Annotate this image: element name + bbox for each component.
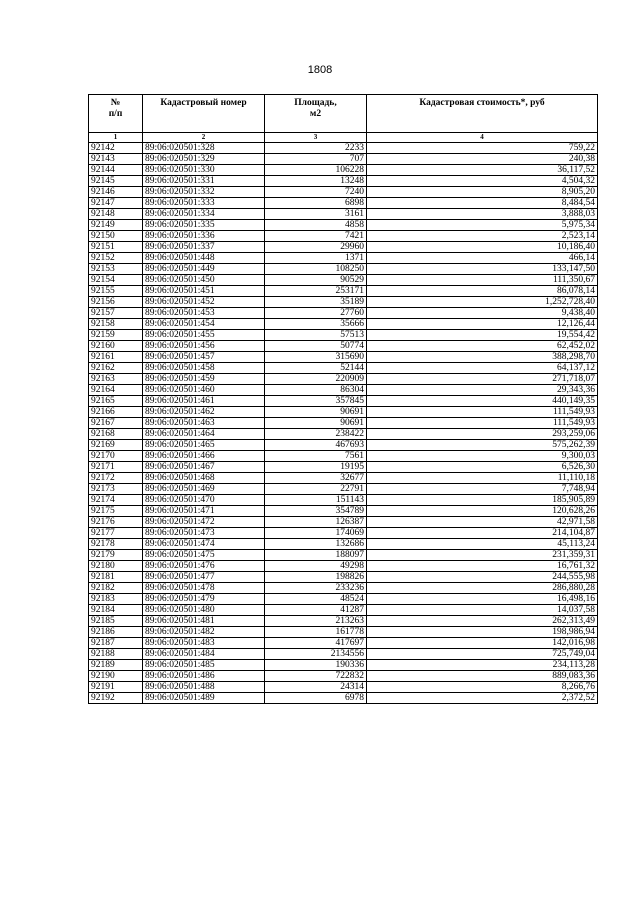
table-body <box>89 143 598 704</box>
row-number-cell: 92163 <box>89 374 143 385</box>
page-number: 1808 <box>307 64 333 76</box>
table-row <box>89 693 598 704</box>
table-row <box>89 638 598 649</box>
area-cell: 90529 <box>265 275 367 286</box>
area-cell: 354789 <box>265 506 367 517</box>
cadastral-cost-cell: 1,252,728,40 <box>367 297 598 308</box>
table-row <box>89 374 598 385</box>
cadastral-number-cell: 89:06:020501:453 <box>143 308 265 319</box>
cadastral-cost-cell: 725,749,04 <box>367 649 598 660</box>
table-row <box>89 176 598 187</box>
row-number-cell: 92182 <box>89 583 143 594</box>
row-number-cell: 92143 <box>89 154 143 165</box>
area-cell: 220909 <box>265 374 367 385</box>
cadastral-number-cell: 89:06:020501:485 <box>143 660 265 671</box>
cadastral-cost-cell: 11,110,18 <box>367 473 598 484</box>
cadastral-number-cell: 89:06:020501:481 <box>143 616 265 627</box>
cadastral-cost-cell: 42,971,58 <box>367 517 598 528</box>
cadastral-number-cell: 89:06:020501:472 <box>143 517 265 528</box>
cadastral-number-cell: 89:06:020501:489 <box>143 693 265 704</box>
cadastral-number-cell: 89:06:020501:488 <box>143 682 265 693</box>
row-number-cell: 92186 <box>89 627 143 638</box>
cadastral-number-cell: 89:06:020501:471 <box>143 506 265 517</box>
table-row <box>89 682 598 693</box>
cadastral-number-cell: 89:06:020501:475 <box>143 550 265 561</box>
table-row <box>89 286 598 297</box>
table-row <box>89 506 598 517</box>
area-cell: 35666 <box>265 319 367 330</box>
row-number-cell: 92181 <box>89 572 143 583</box>
table-row <box>89 539 598 550</box>
row-number-cell: 92174 <box>89 495 143 506</box>
cadastral-number-cell: 89:06:020501:331 <box>143 176 265 187</box>
row-number-cell: 92187 <box>89 638 143 649</box>
header-row-number-line1: № <box>110 98 121 108</box>
cadastral-cost-cell: 133,147,50 <box>367 264 598 275</box>
area-cell: 19195 <box>265 462 367 473</box>
cadastral-number-cell: 89:06:020501:461 <box>143 396 265 407</box>
cadastral-number-cell: 89:06:020501:456 <box>143 341 265 352</box>
table-row <box>89 583 598 594</box>
header-row-number <box>89 95 143 133</box>
table-row <box>89 561 598 572</box>
cadastral-cost-cell: 8,484,54 <box>367 198 598 209</box>
cadastral-cost-cell: 12,126,44 <box>367 319 598 330</box>
cadastral-cost-cell: 244,555,98 <box>367 572 598 583</box>
cadastral-number-cell: 89:06:020501:478 <box>143 583 265 594</box>
area-cell: 22791 <box>265 484 367 495</box>
cadastral-cost-cell: 3,888,03 <box>367 209 598 220</box>
cadastral-number-cell: 89:06:020501:486 <box>143 671 265 682</box>
table-row <box>89 396 598 407</box>
cadastral-number-cell: 89:06:020501:483 <box>143 638 265 649</box>
cadastral-number-cell: 89:06:020501:465 <box>143 440 265 451</box>
cadastral-number-cell: 89:06:020501:473 <box>143 528 265 539</box>
area-cell: 6978 <box>265 693 367 704</box>
cadastral-number-cell: 89:06:020501:470 <box>143 495 265 506</box>
row-number-cell: 92171 <box>89 462 143 473</box>
cadastral-number-cell: 89:06:020501:330 <box>143 165 265 176</box>
cadastral-cost-cell: 111,350,67 <box>367 275 598 286</box>
cadastral-cost-cell: 6,526,30 <box>367 462 598 473</box>
header-area-line2: м2 <box>309 109 322 119</box>
row-number-cell: 92177 <box>89 528 143 539</box>
row-number-cell: 92144 <box>89 165 143 176</box>
table-row <box>89 253 598 264</box>
cadastral-cost-cell: 575,262,39 <box>367 440 598 451</box>
cadastral-cost-cell: 10,186,40 <box>367 242 598 253</box>
table-row <box>89 319 598 330</box>
cadastral-cost-cell: 29,343,36 <box>367 385 598 396</box>
table-row <box>89 352 598 363</box>
row-number-cell: 92148 <box>89 209 143 220</box>
area-cell: 315690 <box>265 352 367 363</box>
area-cell: 2233 <box>265 143 367 154</box>
area-cell: 49298 <box>265 561 367 572</box>
area-cell: 722832 <box>265 671 367 682</box>
cadastral-number-cell: 89:06:020501:482 <box>143 627 265 638</box>
area-cell: 32677 <box>265 473 367 484</box>
area-cell: 233236 <box>265 583 367 594</box>
row-number-cell: 92161 <box>89 352 143 363</box>
table-row <box>89 484 598 495</box>
table-row <box>89 572 598 583</box>
row-number-cell: 92159 <box>89 330 143 341</box>
cadastral-cost-cell: 19,554,42 <box>367 330 598 341</box>
row-number-cell: 92179 <box>89 550 143 561</box>
cadastral-table <box>88 94 598 704</box>
row-number-cell: 92150 <box>89 231 143 242</box>
row-number-cell: 92184 <box>89 605 143 616</box>
area-cell: 213263 <box>265 616 367 627</box>
row-number-cell: 92175 <box>89 506 143 517</box>
area-cell: 90691 <box>265 407 367 418</box>
row-number-cell: 92158 <box>89 319 143 330</box>
cadastral-number-cell: 89:06:020501:469 <box>143 484 265 495</box>
table-row <box>89 418 598 429</box>
table-row <box>89 275 598 286</box>
row-number-cell: 92156 <box>89 297 143 308</box>
area-cell: 198826 <box>265 572 367 583</box>
table-row <box>89 451 598 462</box>
area-cell: 13248 <box>265 176 367 187</box>
row-number-cell: 92160 <box>89 341 143 352</box>
row-number-cell: 92169 <box>89 440 143 451</box>
table-row <box>89 462 598 473</box>
cadastral-number-cell: 89:06:020501:328 <box>143 143 265 154</box>
row-number-cell: 92180 <box>89 561 143 572</box>
row-number-cell: 92151 <box>89 242 143 253</box>
cadastral-number-cell: 89:06:020501:335 <box>143 220 265 231</box>
table-row <box>89 308 598 319</box>
area-cell: 3161 <box>265 209 367 220</box>
table-row <box>89 220 598 231</box>
table-row <box>89 165 598 176</box>
cadastral-cost-cell: 214,104,87 <box>367 528 598 539</box>
cadastral-cost-cell: 271,718,07 <box>367 374 598 385</box>
table-row <box>89 407 598 418</box>
header-cadastral-number: Кадастровый номер <box>143 95 265 133</box>
cadastral-number-cell: 89:06:020501:448 <box>143 253 265 264</box>
row-number-cell: 92192 <box>89 693 143 704</box>
cadastral-number-cell: 89:06:020501:459 <box>143 374 265 385</box>
row-number-cell: 92170 <box>89 451 143 462</box>
cadastral-number-cell: 89:06:020501:451 <box>143 286 265 297</box>
area-cell: 417697 <box>265 638 367 649</box>
table-row <box>89 594 598 605</box>
table-row <box>89 473 598 484</box>
table-row <box>89 341 598 352</box>
area-cell: 52144 <box>265 363 367 374</box>
cadastral-cost-cell: 9,438,40 <box>367 308 598 319</box>
cadastral-cost-cell: 889,083,36 <box>367 671 598 682</box>
row-number-cell: 92147 <box>89 198 143 209</box>
cadastral-number-cell: 89:06:020501:449 <box>143 264 265 275</box>
cadastral-number-cell: 89:06:020501:455 <box>143 330 265 341</box>
row-number-cell: 92183 <box>89 594 143 605</box>
row-number-cell: 92154 <box>89 275 143 286</box>
row-number-cell: 92185 <box>89 616 143 627</box>
cadastral-cost-cell: 45,113,24 <box>367 539 598 550</box>
cadastral-number-cell: 89:06:020501:460 <box>143 385 265 396</box>
row-number-cell: 92142 <box>89 143 143 154</box>
cadastral-cost-cell: 293,259,06 <box>367 429 598 440</box>
row-number-cell: 92157 <box>89 308 143 319</box>
table-row <box>89 550 598 561</box>
cadastral-cost-cell: 14,037,58 <box>367 605 598 616</box>
cadastral-cost-cell: 111,549,93 <box>367 418 598 429</box>
table-row <box>89 495 598 506</box>
cadastral-cost-cell: 64,137,12 <box>367 363 598 374</box>
cadastral-number-cell: 89:06:020501:466 <box>143 451 265 462</box>
cadastral-number-cell: 89:06:020501:479 <box>143 594 265 605</box>
table-row <box>89 517 598 528</box>
row-number-cell: 92191 <box>89 682 143 693</box>
cadastral-cost-cell: 440,149,35 <box>367 396 598 407</box>
table-row <box>89 385 598 396</box>
table-row <box>89 616 598 627</box>
cadastral-number-cell: 89:06:020501:332 <box>143 187 265 198</box>
table-row <box>89 198 598 209</box>
table-row <box>89 242 598 253</box>
cadastral-number-cell: 89:06:020501:337 <box>143 242 265 253</box>
table-header-row <box>89 95 598 133</box>
area-cell: 188097 <box>265 550 367 561</box>
table-row <box>89 605 598 616</box>
cadastral-number-cell: 89:06:020501:463 <box>143 418 265 429</box>
cadastral-cost-cell: 8,905,20 <box>367 187 598 198</box>
cadastral-cost-cell: 142,016,98 <box>367 638 598 649</box>
cadastral-cost-cell: 759,22 <box>367 143 598 154</box>
cadastral-number-cell: 89:06:020501:464 <box>143 429 265 440</box>
area-cell: 106228 <box>265 165 367 176</box>
row-number-cell: 92176 <box>89 517 143 528</box>
cadastral-cost-cell: 286,880,28 <box>367 583 598 594</box>
row-number-cell: 92178 <box>89 539 143 550</box>
cadastral-number-cell: 89:06:020501:334 <box>143 209 265 220</box>
area-cell: 27760 <box>265 308 367 319</box>
row-number-cell: 92190 <box>89 671 143 682</box>
area-cell: 2134556 <box>265 649 367 660</box>
row-number-cell: 92162 <box>89 363 143 374</box>
table-row <box>89 660 598 671</box>
area-cell: 238422 <box>265 429 367 440</box>
cadastral-cost-cell: 198,986,94 <box>367 627 598 638</box>
area-cell: 1371 <box>265 253 367 264</box>
row-number-cell: 92166 <box>89 407 143 418</box>
row-number-cell: 92149 <box>89 220 143 231</box>
cadastral-cost-cell: 111,549,93 <box>367 407 598 418</box>
area-cell: 7561 <box>265 451 367 462</box>
cadastral-number-cell: 89:06:020501:467 <box>143 462 265 473</box>
cadastral-number-cell: 89:06:020501:474 <box>143 539 265 550</box>
area-cell: 4858 <box>265 220 367 231</box>
cadastral-number-cell: 89:06:020501:336 <box>143 231 265 242</box>
cadastral-cost-cell: 16,761,32 <box>367 561 598 572</box>
area-cell: 48524 <box>265 594 367 605</box>
area-cell: 151143 <box>265 495 367 506</box>
cadastral-cost-cell: 7,748,94 <box>367 484 598 495</box>
table-row <box>89 143 598 154</box>
row-number-cell: 92152 <box>89 253 143 264</box>
area-cell: 41287 <box>265 605 367 616</box>
cadastral-cost-cell: 4,504,32 <box>367 176 598 187</box>
row-number-cell: 92172 <box>89 473 143 484</box>
row-number-cell: 92189 <box>89 660 143 671</box>
cadastral-cost-cell: 120,628,26 <box>367 506 598 517</box>
cadastral-number-cell: 89:06:020501:457 <box>143 352 265 363</box>
area-cell: 57513 <box>265 330 367 341</box>
cadastral-number-cell: 89:06:020501:450 <box>143 275 265 286</box>
cadastral-cost-cell: 8,266,76 <box>367 682 598 693</box>
cadastral-cost-cell: 5,975,34 <box>367 220 598 231</box>
cadastral-cost-cell: 62,452,02 <box>367 341 598 352</box>
cadastral-cost-cell: 2,523,14 <box>367 231 598 242</box>
table-row <box>89 187 598 198</box>
area-cell: 707 <box>265 154 367 165</box>
area-cell: 7421 <box>265 231 367 242</box>
column-index: 2 <box>143 133 265 143</box>
cadastral-cost-cell: 388,298,70 <box>367 352 598 363</box>
header-area-line1: Площадь, <box>294 98 337 108</box>
cadastral-number-cell: 89:06:020501:480 <box>143 605 265 616</box>
cadastral-number-cell: 89:06:020501:454 <box>143 319 265 330</box>
cadastral-number-cell: 89:06:020501:462 <box>143 407 265 418</box>
header-area <box>265 95 367 133</box>
table-row <box>89 154 598 165</box>
cadastral-cost-cell: 231,359,31 <box>367 550 598 561</box>
table-row <box>89 627 598 638</box>
area-cell: 161778 <box>265 627 367 638</box>
table-row <box>89 649 598 660</box>
area-cell: 190336 <box>265 660 367 671</box>
area-cell: 174069 <box>265 528 367 539</box>
area-cell: 132686 <box>265 539 367 550</box>
row-number-cell: 92173 <box>89 484 143 495</box>
row-number-cell: 92164 <box>89 385 143 396</box>
area-cell: 29960 <box>265 242 367 253</box>
cadastral-cost-cell: 16,498,16 <box>367 594 598 605</box>
row-number-cell: 92153 <box>89 264 143 275</box>
area-cell: 90691 <box>265 418 367 429</box>
cadastral-number-cell: 89:06:020501:468 <box>143 473 265 484</box>
area-cell: 108250 <box>265 264 367 275</box>
row-number-cell: 92145 <box>89 176 143 187</box>
row-number-cell: 92168 <box>89 429 143 440</box>
area-cell: 35189 <box>265 297 367 308</box>
header-cadastral-cost: Кадастровая стоимость*, руб <box>367 95 598 133</box>
table-row <box>89 363 598 374</box>
cadastral-cost-cell: 185,905,89 <box>367 495 598 506</box>
column-index: 4 <box>367 133 598 143</box>
table-row <box>89 231 598 242</box>
cadastral-number-cell: 89:06:020501:329 <box>143 154 265 165</box>
cadastral-number-cell: 89:06:020501:458 <box>143 363 265 374</box>
cadastral-cost-cell: 36,117,52 <box>367 165 598 176</box>
column-index: 3 <box>265 133 367 143</box>
column-index-row <box>89 133 598 143</box>
area-cell: 357845 <box>265 396 367 407</box>
table-row <box>89 264 598 275</box>
area-cell: 24314 <box>265 682 367 693</box>
row-number-cell: 92167 <box>89 418 143 429</box>
row-number-cell: 92165 <box>89 396 143 407</box>
row-number-cell: 92155 <box>89 286 143 297</box>
cadastral-cost-cell: 240,38 <box>367 154 598 165</box>
cadastral-cost-cell: 86,078,14 <box>367 286 598 297</box>
area-cell: 50774 <box>265 341 367 352</box>
area-cell: 7240 <box>265 187 367 198</box>
row-number-cell: 92188 <box>89 649 143 660</box>
table-row <box>89 671 598 682</box>
area-cell: 467693 <box>265 440 367 451</box>
cadastral-cost-cell: 262,313,49 <box>367 616 598 627</box>
table-row <box>89 440 598 451</box>
cadastral-cost-cell: 9,300,03 <box>367 451 598 462</box>
table-row <box>89 429 598 440</box>
cadastral-number-cell: 89:06:020501:484 <box>143 649 265 660</box>
cadastral-cost-cell: 2,372,52 <box>367 693 598 704</box>
area-cell: 86304 <box>265 385 367 396</box>
area-cell: 6898 <box>265 198 367 209</box>
cadastral-cost-cell: 466,14 <box>367 253 598 264</box>
table-row <box>89 209 598 220</box>
header-row-number-line2: п/п <box>108 109 123 119</box>
area-cell: 253171 <box>265 286 367 297</box>
table-row <box>89 297 598 308</box>
row-number-cell: 92146 <box>89 187 143 198</box>
area-cell: 126387 <box>265 517 367 528</box>
cadastral-cost-cell: 234,113,28 <box>367 660 598 671</box>
column-index: 1 <box>89 133 143 143</box>
cadastral-number-cell: 89:06:020501:477 <box>143 572 265 583</box>
cadastral-number-cell: 89:06:020501:452 <box>143 297 265 308</box>
table-row <box>89 528 598 539</box>
cadastral-number-cell: 89:06:020501:333 <box>143 198 265 209</box>
cadastral-number-cell: 89:06:020501:476 <box>143 561 265 572</box>
table-row <box>89 330 598 341</box>
